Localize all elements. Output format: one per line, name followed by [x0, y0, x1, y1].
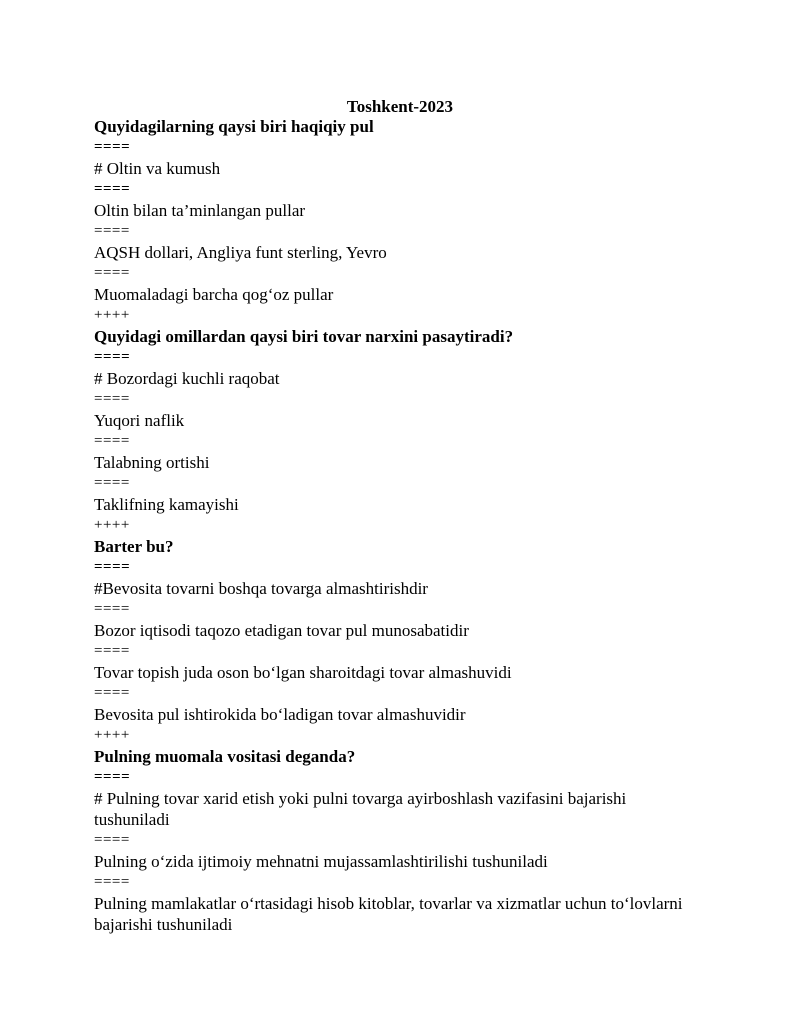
answer-option: Yuqori naflik [94, 411, 185, 430]
answer-option: Bozor iqtisodi taqozo etadigan tovar pul munosabatidir [94, 621, 469, 640]
answer-separator: ==== [94, 223, 130, 239]
document-title: Toshkent-2023 [346, 97, 454, 116]
answer-option: Pulning mamlakatlar o‘rtasidagi hisob kitoblar, tovarlar va xizmatlar uchun to‘lovlarni bajarishi tushuniladi [94, 894, 683, 934]
answer-separator: ==== [94, 265, 130, 281]
answer-option: Taklifning kamayishi [94, 495, 239, 514]
answer-option: Oltin bilan ta’minlangan pullar [94, 201, 306, 220]
answer-option: #Bevosita tovarni boshqa tovarga almashtirishdir [94, 579, 428, 598]
answer-option: # Oltin va kumush [94, 159, 221, 178]
question-separator: ==== [94, 139, 131, 155]
answer-separator: ==== [94, 391, 130, 407]
answer-separator: ==== [94, 181, 131, 197]
answer-separator: ==== [94, 685, 130, 701]
question-2: Quyidagi omillardan qaysi biri tovar narxini pasaytiradi? [94, 327, 514, 346]
answer-separator: ==== [94, 832, 130, 848]
answer-option: # Pulning tovar xarid etish yoki pulni tovarga ayirboshlash vazifasini bajarishi tushuniladi [94, 789, 627, 829]
question-separator: ==== [94, 559, 131, 575]
question-1: Quyidagilarning qaysi biri haqiqiy pul [94, 117, 374, 136]
question-end-separator: ++++ [94, 517, 130, 533]
question-end-separator: ++++ [94, 727, 130, 743]
answer-separator: ==== [94, 643, 130, 659]
answer-option: Pulning o‘zida ijtimoiy mehnatni mujassamlashtirilishi tushuniladi [94, 852, 548, 871]
document-body [94, 116, 704, 935]
answer-option: Bevosita pul ishtirokida bo‘ladigan tovar almashuvidir [94, 705, 466, 724]
question-3: Barter bu? [94, 537, 174, 556]
answer-option: # Bozordagi kuchli raqobat [94, 369, 280, 388]
answer-option: Talabning ortishi [94, 453, 210, 472]
answer-separator: ==== [94, 601, 130, 617]
answer-option: Muomaladagi barcha qog‘oz pullar [94, 285, 334, 304]
question-separator: ==== [94, 349, 131, 365]
answer-separator: ==== [94, 475, 130, 491]
answer-option: Tovar topish juda oson bo‘lgan sharoitdagi tovar almashuvidi [94, 663, 512, 682]
answer-separator: ==== [94, 874, 130, 890]
answer-option: AQSH dollari, Angliya funt sterling, Yevro [94, 243, 387, 262]
question-separator: ==== [94, 769, 131, 785]
answer-separator: ==== [94, 433, 130, 449]
question-end-separator: ++++ [94, 307, 130, 323]
question-4: Pulning muomala vositasi deganda? [94, 747, 356, 766]
